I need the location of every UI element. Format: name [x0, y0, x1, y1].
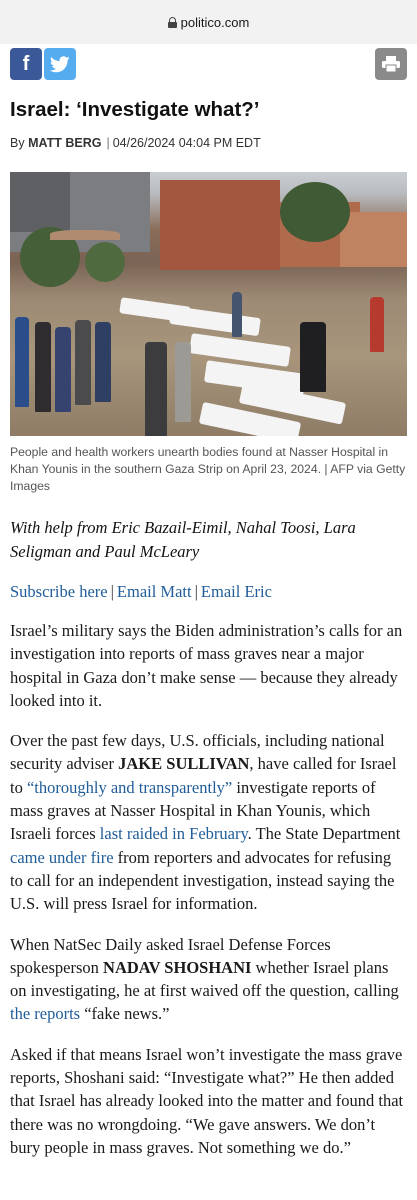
twitter-icon: [50, 56, 70, 73]
share-bar: [0, 48, 417, 92]
contributors-line: With help from Eric Bazail-Eimil, Nahal Toosi, Lara Seligman and Paul McLeary: [10, 518, 356, 561]
url-display[interactable]: [168, 15, 250, 30]
inline-link[interactable]: “thoroughly and transparently”: [26, 777, 233, 797]
browser-url-bar[interactable]: [0, 0, 417, 44]
print-icon: [382, 56, 400, 72]
article-headline: Israel: ‘Investigate what?’: [10, 98, 260, 121]
person-name: JAKE SULLIVAN: [118, 754, 250, 774]
email-eric-link[interactable]: Email Eric: [200, 582, 272, 601]
paragraph-3: When NatSec Daily asked Israel Defense Forces spokesperson NADAV SHOSHANI whether Israel plans on investigating, he at first waived off the question, calling the reports “fake news.”: [10, 934, 399, 1024]
paragraph-4: Asked if that means Israel won’t investigate the mass grave reports, Shoshani said: “Investigate what?” He then added that Israel has already looked into the matter and found that there was no wrongdoing. “We gave answers. We don’t bury people in mass graves. Not something we do.”: [10, 1044, 404, 1157]
author-name[interactable]: MATT BERG: [28, 136, 102, 150]
subscribe-link[interactable]: Subscribe here: [10, 582, 108, 601]
twitter-share-button[interactable]: [44, 48, 76, 80]
inline-link[interactable]: came under fire: [10, 847, 114, 867]
inline-link[interactable]: the reports: [10, 1004, 81, 1024]
image-caption: People and health workers unearth bodies found at Nasser Hospital in Khan Younis in the southern Gaza Strip on April 23, 2024. | AFP via Getty Images: [10, 445, 406, 493]
paragraph-2: Over the past few days, U.S. officials, including national security adviser JAKE SULLIVAN, have called for Israel to “thoroughly and transparently” investigate reports of mass graves at Nasser Hospital in Khan Younis, which Israeli forces last raided in February. The State Department came under fire from reporters and advocates for refusing to call for an independent investigation, instead saying the U.S. will press Israel for information.: [10, 731, 401, 914]
paragraph-1: Israel’s military says the Biden administration’s calls for an investigation into reports of mass graves near a major hospital in Gaza don’t make sense — because they already looked into it.: [10, 621, 403, 710]
facebook-share-button[interactable]: [10, 48, 42, 80]
byline-prefix: By: [10, 136, 25, 150]
article-photo: [10, 172, 407, 436]
inline-link[interactable]: last raided in February: [99, 824, 248, 844]
print-button[interactable]: [375, 48, 407, 80]
facebook-icon: f: [22, 52, 30, 75]
byline: By MATT BERG | 04/26/2024 04:04 PM EDT: [10, 136, 261, 150]
lock-icon: [168, 17, 177, 28]
newsletter-links: Subscribe here | Email Matt | Email Eric: [10, 582, 272, 601]
email-matt-link[interactable]: Email Matt: [116, 582, 192, 601]
publish-date: 04/26/2024 04:04 PM EDT: [112, 136, 261, 150]
url-text: politico.com: [180, 14, 250, 30]
person-name: NADAV SHOSHANI: [103, 957, 252, 977]
